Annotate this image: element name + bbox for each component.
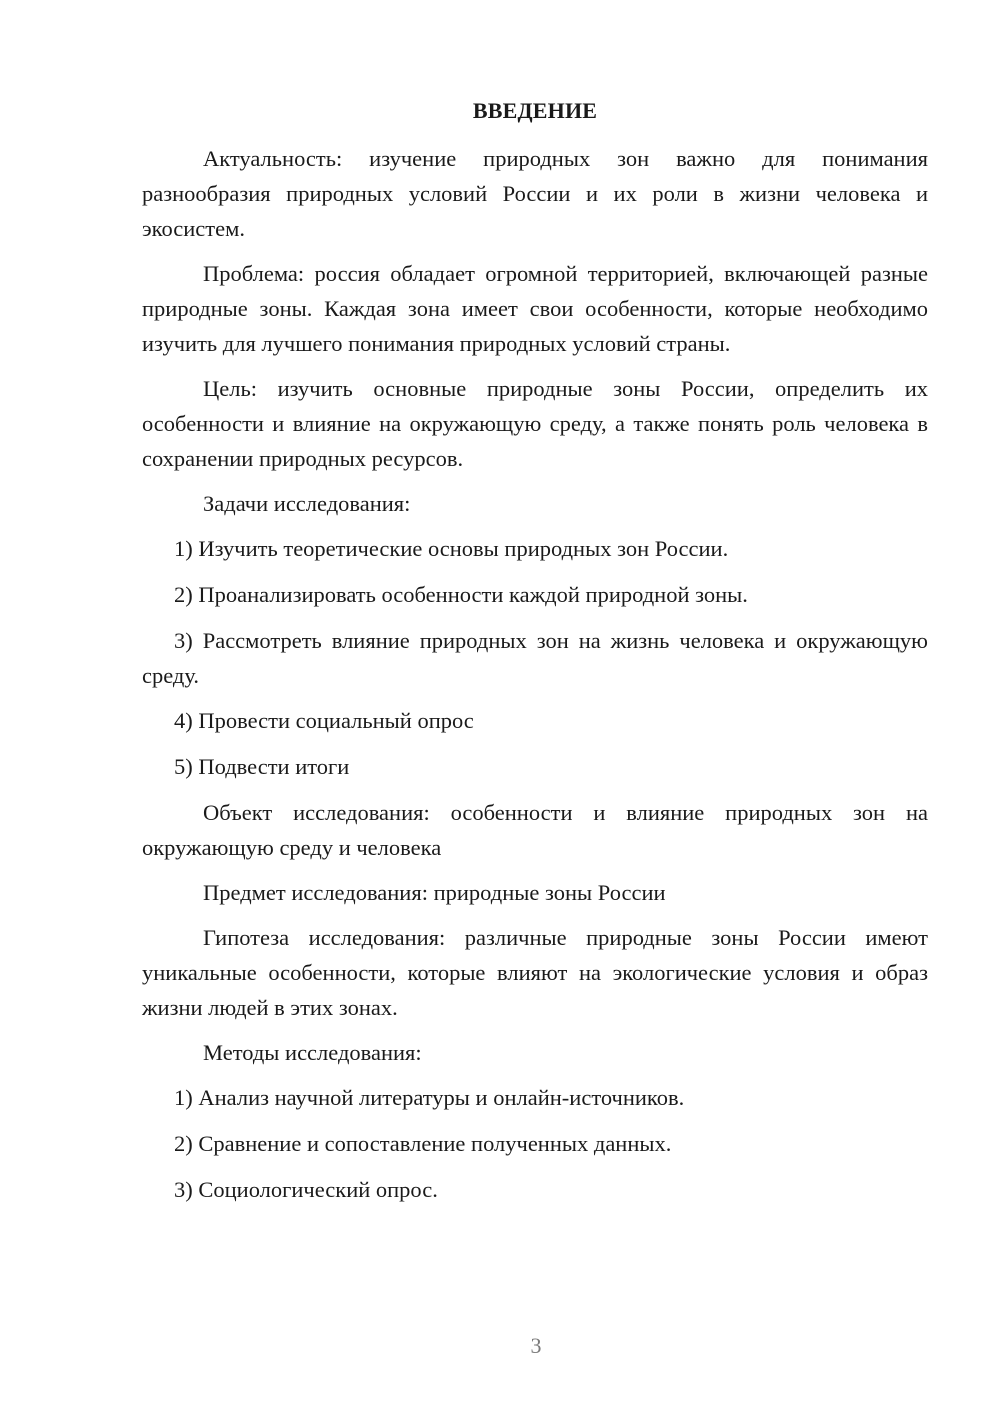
method-item: 1) Анализ научной литературы и онлайн-источников. [174,1085,685,1110]
object-paragraph: Объект исследования: особенности и влияние природных зон на окружающую среду и человека [142,800,928,860]
page-content [142,96,928,1218]
task-item: 5) Подвести итоги [174,754,350,779]
relevance-paragraph: Актуальность: изучение природных зон важно для понимания разнообразия природных условий России и их роли в жизни человека и экосистем. [142,146,928,241]
task-item: 3) Рассмотреть влияние природных зон на жизнь человека и окружающую среду. [142,628,928,688]
page-number: 3 [530,1333,542,1358]
subject-paragraph: Предмет исследования: природные зоны России [203,880,666,905]
goal-paragraph: Цель: изучить основные природные зоны России, определить их особенности и влияние на окружающую среду, а также понять роль человека в сохранении природных ресурсов. [142,376,928,471]
problem-paragraph: Проблема: россия обладает огромной территорией, включающей разные природные зоны. Каждая зона имеет свои особенности, которые необходимо изучить для лучшего понимания природных условий страны. [142,261,928,356]
tasks-heading: Задачи исследования: [203,491,411,516]
task-item: 2) Проанализировать особенности каждой природной зоны. [174,582,748,607]
method-item: 3) Социологический опрос. [174,1177,438,1202]
method-item: 2) Сравнение и сопоставление полученных данных. [174,1131,672,1156]
methods-heading: Методы исследования: [203,1040,422,1065]
task-item: 4) Провести социальный опрос [174,708,474,733]
page-title: ВВЕДЕНИЕ [472,98,598,123]
hypothesis-paragraph: Гипотеза исследования: различные природные зоны России имеют уникальные особенности, которые влияют на экологические условия и образ жизни людей в этих зонах. [142,925,928,1020]
task-item: 1) Изучить теоретические основы природных зон России. [174,536,729,561]
